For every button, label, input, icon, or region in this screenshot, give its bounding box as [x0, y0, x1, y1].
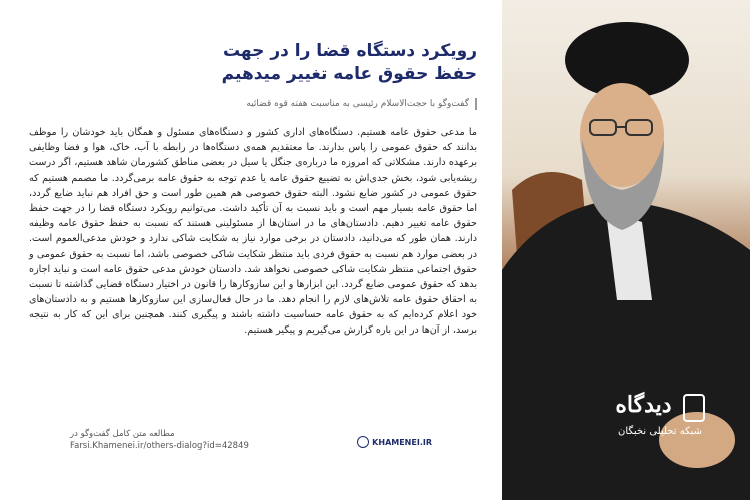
- footer-url-link[interactable]: Farsi.Khamenei.ir/others-dialog?id=42849: [70, 441, 249, 451]
- brand-tagline: شبکه تحلیلی نخبگان: [617, 425, 703, 437]
- footer-read-more-label: مطالعه متن کامل گفت‌وگو در: [70, 429, 175, 439]
- title-line-2: حفظ حقوق عامه تغییر میدهیم: [221, 64, 477, 84]
- title-line-1: رویکرد دستگاه قضا را در جهت: [222, 41, 477, 61]
- khamenei-emblem-icon: [357, 436, 369, 448]
- brand-wordmark: دیدگاه: [615, 392, 672, 418]
- microphone-icon: [683, 394, 705, 422]
- page-title: [117, 40, 477, 86]
- khamenei-site-logo: [357, 436, 432, 448]
- footer-source: [70, 428, 249, 452]
- portrait-photo: [502, 0, 750, 500]
- khamenei-site-label: KHAMENEI.IR: [372, 437, 432, 447]
- body-text: ما مدعی حقوق عامه هستیم. دستگاه‌های اداری کشور و دستگاه‌های مسئول و همگان باید خودشان را موظف بدانند که حقوق عمومی را پاس بدارند. ما معتقدیم همه‌ی دستگاه‌ها در رابطه با آب، خاک، هوا و فضا وظایفی برعهده دارند. مشکلاتی که امروزه ما درباره‌ی جنگل یا سیل در بعضی مناطق کشورمان شاهد هستیم، اگر درست ریشه‌یابی شود، بخش جدی‌اش به تضییع حقوق عامه یا عدم توجه به حقوق عامه برمی‌گردد. ما مصمم هستیم که حقوق عمومی در کشور ضایع نشود. البته حقوق خصوصی هم همین طور است و حق افراد هم نباید ضایع گردد، اما حقوق عامه بسیار مهم است و باید نسبت به آن تأکید داشت. می‌توانیم رویکرد دستگاه قضا را در جهت حفظ حقوق عامه تغییر دهیم. دادستان‌های ما در استان‌ها از مسئولینی هستند که نسبت به حفظ حقوق عامه وظیفه دارند. همان طور که می‌دانید، دادستان در برخی موارد نیاز به شکایت شاکی ندارد و خودش مدعی‌العموم است. در بعضی موارد هم نسبت به حقوق فردی باید منتظر شکایت شاکی خصوصی باشد، اما نسبت به حقوق عمومی و حقوق اجتماعی منتظر شکایت شاکی خصوصی نخواهد شد. دادستان خودش مدعی حقوق عامه است و نباید اجازه بدهد که حقوق عمومی ضایع گردد. این ابزارها و این سازوکارها را قانون در اختیار دستگاه قضایی گذاشته تا نسبت به احقاق حقوق عامه تلاش‌های لازم را انجام دهد. ما در حال فعال‌سازی این سازوکارها هستیم و به دادستان‌های خود اعلام کرده‌ایم که به حقوق عامه حساسیت داشته باشند و پیگیری کنند. همچنین برای این که کار به نتیجه برسد، از آن‌ها در این باره گزارش می‌گیریم و پیگیر هستیم.: [29, 127, 477, 336]
- subtitle: گفت‌وگو با حجت‌الاسلام رئیسی به مناسبت هفته قوه قضائیه: [19, 98, 477, 110]
- didgah-brand-logo: [590, 392, 730, 437]
